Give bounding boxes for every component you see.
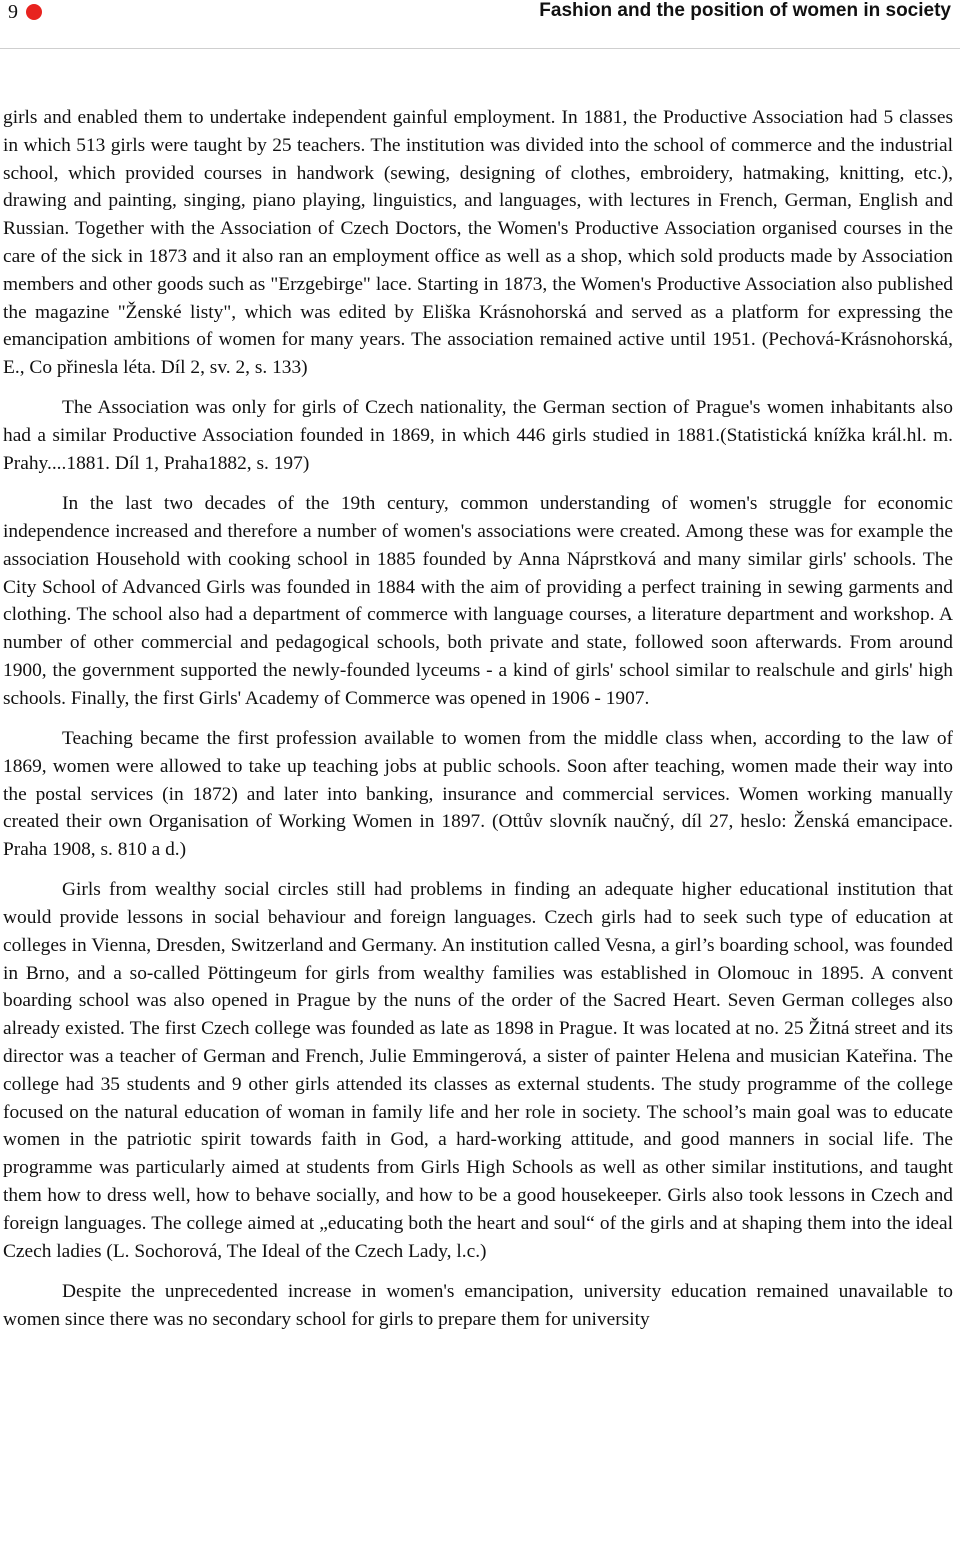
paragraph-teaching-profession: Teaching became the first profession available to women from the middle class when, according to the law of 1869, women were allowed to take up teaching jobs at public schools. Soon after teaching, women made their way into the postal services (in 1872) and later into banking, insurance and commercial services. Women working manually created their own Organisation of Working Women in 1897. (Ottův slovník naučný, díl 27, heslo: Ženská emancipace. Praha 1908, s. 810 a d.) bbox=[3, 727, 953, 861]
document-body bbox=[3, 104, 953, 1346]
running-header-title: Fashion and the position of women in society bbox=[539, 0, 951, 21]
paragraph-womens-associations: In the last two decades of the 19th century, common understanding of women's struggle for economic independence increased and therefore a number of women's associations were created. Among these was for example the association Household with cooking school in 1885 founded by Anna Náprstková and many similar girls' schools. The City School of Advanced Girls was founded in 1884 with the aim of providing a perfect training in sewing garments and clothing. The school also had a department of commerce with language courses, a literature department and workshop. A number of other commercial and pedagogical schools, both private and state, followed soon afterwards. From around 1900, the government supported the newly-founded lyceums - a kind of girls' school similar to realschule and girls' high schools. Finally, the first Girls' Academy of Commerce was opened in 1906 - 1907. bbox=[3, 493, 953, 709]
page-header bbox=[0, 0, 960, 24]
paragraph-girls-colleges: Girls from wealthy social circles still had problems in finding an adequate higher educational institution that would provide lessons in social behaviour and foreign languages. Czech girls had to seek such type of education at colleges in Vienna, Dresden, Switzerland and Germany. An institution called Vesna, a girl’s boarding school, was founded in Brno, and a so-called Pöttingeum for girls from wealthy families was established in Olomouc in 1895. A convent boarding school was also opened in Prague by the nuns of the order of the Sacred Heart. Seven German colleges also already existed. The first Czech college was founded as late as 1898 in Prague. It was located at no. 25 Žitná street and its director was a teacher of German and French, Julie Emmingerová, a sister of painter Helena and musician Kateřina. The college had 35 students and 9 other girls attended its classes as external students. The study programme of the college focused on the natural education of woman in family life and her role in society. The school’s main goal was to educate women in the patriotic spirit towards faith in God, a hard-working attitude, and good manners in social life. The programme was particularly aimed at students from Girls High Schools as well as other similar institutions, and taught them how to dress well, how to behave socially, and how to be a good housekeeper. Girls also took lessons in Czech and foreign languages. The college aimed at „educating both the heart and soul“ of the girls and at shaping them into the ideal Czech ladies (L. Sochorová, The Ideal of the Czech Lady, l.c.) bbox=[3, 879, 953, 1262]
red-bullet-icon bbox=[26, 4, 42, 20]
paragraph-productive-association: girls and enabled them to undertake independent gainful employment. In 1881, the Productive Association had 5 classes in which 513 girls were taught by 25 teachers. The institution was divided into the school of commerce and the industrial school, which provided courses in handwork (sewing, designing of clothes, embroidery, hatmaking, knitting, etc.), drawing and painting, singing, piano playing, linguistics, and languages, with lectures in French, German, English and Russian. Together with the Association of Czech Doctors, the Women's Productive Association organised courses in the care of the sick in 1873 and it also ran an employment office as well as a shop, which sold products made by Association members and other goods such as "Erzgebirge" lace. Starting in 1873, the Women's Productive Association also published the magazine "Ženské listy", which was edited by Eliška Krásnohorská and served as a platform for expressing the emancipation ambitions of women for many years. The association remained active until 1951. (Pechová-Krásnohorská, E., Co přinesla léta. Díl 2, sv. 2, s. 133) bbox=[3, 107, 953, 379]
page-number: 9 bbox=[8, 1, 18, 23]
paragraph-german-section: The Association was only for girls of Czech nationality, the German section of Prague's women inhabitants also had a similar Productive Association founded in 1869, in which 446 girls studied in 1881.(Statistická knížka král.hl. m. Prahy....1881. Díl 1, Praha1882, s. 197) bbox=[3, 397, 953, 474]
header-divider bbox=[0, 48, 960, 49]
paragraph-university-education: Despite the unprecedented increase in women's emancipation, university education remained unavailable to women since there was no secondary school for girls to prepare them for university bbox=[3, 1280, 953, 1330]
